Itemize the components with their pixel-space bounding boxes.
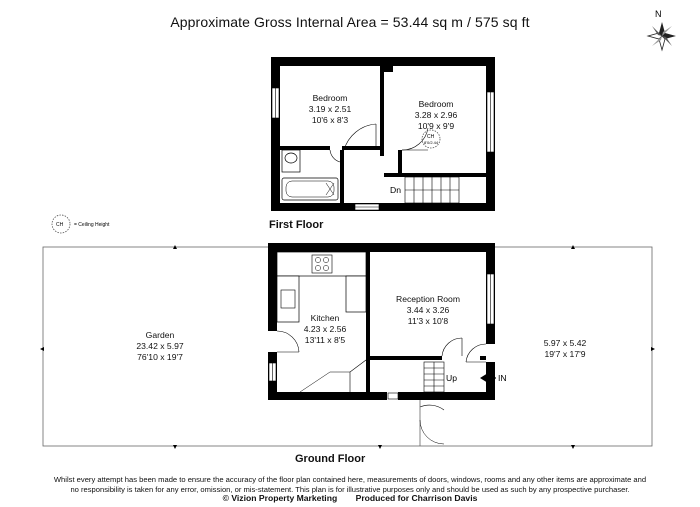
produced-for-text: Produced for Charrison Davis bbox=[355, 493, 478, 503]
bedroom-2-imperial: 10'9 x 9'9 bbox=[417, 121, 455, 131]
entrance-arrow-icon bbox=[480, 373, 488, 383]
garden-imperial: 76'10 x 19'7 bbox=[137, 352, 183, 362]
bedroom-2-name: Bedroom bbox=[418, 99, 454, 109]
copyright-text: © Vizion Property Marketing bbox=[222, 493, 338, 503]
disclaimer-line-1: Whilst every attempt has been made to ensure the accuracy of the floor plan contained here, measurements of doors, windows, rooms and any other items are approximate and bbox=[53, 475, 647, 484]
bedroom-1-label bbox=[290, 93, 370, 126]
credits bbox=[0, 493, 700, 503]
first-floor-label: First Floor bbox=[269, 219, 324, 231]
compass-icon bbox=[648, 22, 676, 50]
bedroom-1-metric: 3.19 x 2.51 bbox=[308, 104, 352, 114]
first-floor-ch-value: 8'0/2.44 bbox=[424, 140, 439, 145]
bedroom-1-name: Bedroom bbox=[312, 93, 348, 103]
side-garden-metric: 5.97 x 5.42 bbox=[543, 338, 587, 348]
ground-floor-label: Ground Floor bbox=[295, 453, 366, 465]
first-floor-stair-label: Dn bbox=[390, 185, 401, 195]
reception-room-metric: 3.44 x 3.26 bbox=[406, 305, 450, 315]
compass-north-label: N bbox=[655, 9, 662, 19]
bedroom-1-imperial: 10'6 x 8'3 bbox=[311, 115, 349, 125]
bedroom-2-label bbox=[396, 99, 476, 132]
disclaimer bbox=[0, 475, 700, 495]
side-garden-label bbox=[525, 338, 605, 360]
reception-room-name: Reception Room bbox=[395, 294, 460, 304]
reception-room-label bbox=[380, 294, 476, 327]
garden-name: Garden bbox=[145, 330, 175, 340]
kitchen-label bbox=[285, 313, 365, 346]
ground-floor-stair-label: Up bbox=[446, 373, 457, 383]
side-garden-imperial: 19'7 x 17'9 bbox=[544, 349, 586, 359]
kitchen-name: Kitchen bbox=[310, 313, 340, 323]
reception-room-imperial: 11'3 x 10'8 bbox=[407, 316, 449, 326]
disclaimer-line-2: no responsibility is taken for any error, omission, or mis-statement. This plan is for illustrative purposes only and should be used as such by any prospective purchaser. bbox=[70, 485, 630, 494]
garden-label bbox=[110, 330, 210, 363]
kitchen-imperial: 13'11 x 8'5 bbox=[304, 335, 346, 345]
first-floor-plan bbox=[271, 57, 495, 211]
legend-symbol: CH bbox=[56, 222, 64, 228]
kitchen-metric: 4.23 x 2.56 bbox=[303, 324, 347, 334]
first-floor-ch-symbol: CH bbox=[427, 134, 435, 140]
entrance-label: IN bbox=[498, 373, 507, 383]
page-title: Approximate Gross Internal Area = 53.44 sq m / 575 sq ft bbox=[170, 14, 530, 30]
garden-metric: 23.42 x 5.97 bbox=[136, 341, 184, 351]
bedroom-2-metric: 3.28 x 2.96 bbox=[414, 110, 458, 120]
legend-label: = Ceiling Height bbox=[74, 222, 110, 228]
